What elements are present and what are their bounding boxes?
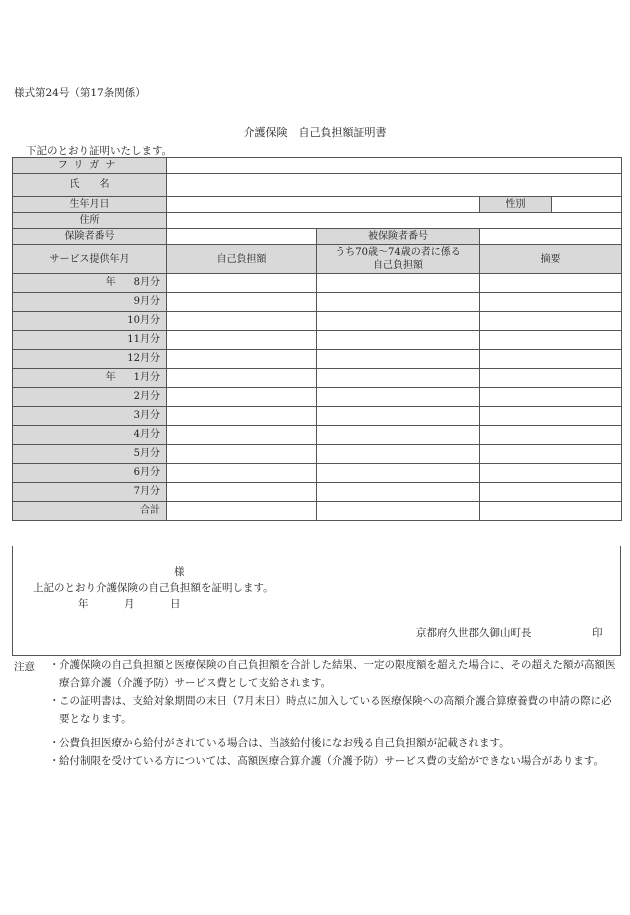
month-row — [13, 483, 622, 502]
month-row — [13, 312, 622, 331]
remarks-cell[interactable] — [480, 293, 622, 312]
copay-cell[interactable] — [167, 483, 317, 502]
month-label: 7月分 — [13, 483, 167, 502]
bullet: ・ — [49, 659, 60, 671]
copay-70-74-cell[interactable] — [317, 274, 480, 293]
date-month: 月 — [124, 598, 135, 610]
intro-text: 下記のとおり証明いたします。 — [26, 145, 173, 157]
month-label — [13, 274, 167, 293]
month-row — [13, 274, 622, 293]
address-field[interactable] — [167, 213, 622, 229]
birthdate-field[interactable] — [167, 197, 480, 213]
month-column-header: サービス提供年月 — [13, 245, 167, 274]
month-row — [13, 293, 622, 312]
copay-70-74-cell[interactable] — [317, 388, 480, 407]
document-title: 介護保険 自己負担額証明書 — [243, 126, 387, 139]
month-row — [13, 350, 622, 369]
sex-label: 性別 — [480, 197, 552, 213]
copay-cell[interactable] — [167, 464, 317, 483]
copay-cell[interactable] — [167, 312, 317, 331]
copay-70-74-cell[interactable] — [317, 407, 480, 426]
copay-70-74-cell[interactable] — [317, 445, 480, 464]
month-row — [13, 407, 622, 426]
certification-statement: 上記のとおり介護保険の自己負担額を証明します。 — [33, 582, 274, 594]
copay-cell[interactable] — [167, 407, 317, 426]
note-item: ・ 公費負担医療から給付がされている場合は、当該給付後になお残る自己負担額が記載されます。 — [49, 734, 619, 752]
insurer-number-field[interactable] — [167, 229, 317, 245]
name-label: 氏 名 — [13, 174, 167, 197]
total-label: 合計 — [13, 502, 167, 521]
bullet: ・ — [49, 695, 60, 707]
insured-number-label: 被保険者番号 — [317, 229, 480, 245]
copay-70-74-total-cell[interactable] — [317, 502, 480, 521]
furigana-label: フリガナ — [13, 158, 167, 174]
copay-cell[interactable] — [167, 426, 317, 445]
remarks-cell[interactable] — [480, 350, 622, 369]
copay-cell[interactable] — [167, 445, 317, 464]
copay-column-header: 自己負担額 — [167, 245, 317, 274]
total-row — [13, 502, 622, 521]
remarks-column-header: 摘要 — [480, 245, 622, 274]
issuer-mayor: 京都府久世郡久御山町長 — [416, 627, 532, 639]
remarks-cell[interactable] — [480, 407, 622, 426]
birthdate-label: 生年月日 — [13, 197, 167, 213]
date-line — [78, 596, 181, 611]
month-label: 10月分 — [13, 312, 167, 331]
copay-cell[interactable] — [167, 388, 317, 407]
copay-cell[interactable] — [167, 331, 317, 350]
month-label: 2月分 — [13, 388, 167, 407]
month-name: 1月分 — [133, 372, 160, 383]
month-label: 3月分 — [13, 407, 167, 426]
certificate-table — [12, 157, 622, 521]
copay-70-74-column-header — [317, 245, 480, 274]
year-marker: 年 — [105, 372, 116, 383]
address-label: 住所 — [13, 213, 167, 229]
seal-mark: 印 — [592, 627, 603, 639]
copay-cell[interactable] — [167, 293, 317, 312]
remarks-total-cell[interactable] — [480, 502, 622, 521]
copay-70-74-cell[interactable] — [317, 350, 480, 369]
month-row — [13, 369, 622, 388]
remarks-cell[interactable] — [480, 464, 622, 483]
copay-70-74-cell[interactable] — [317, 483, 480, 502]
date-year: 年 — [78, 598, 89, 610]
copay-70-74-header-line1: うち70歳〜74歳の者に係る — [335, 247, 461, 258]
copay-cell[interactable] — [167, 274, 317, 293]
copay-cell[interactable] — [167, 369, 317, 388]
copay-70-74-cell[interactable] — [317, 369, 480, 388]
copay-70-74-cell[interactable] — [317, 293, 480, 312]
copay-70-74-cell[interactable] — [317, 312, 480, 331]
month-label — [13, 369, 167, 388]
copay-70-74-header-line2: 自己負担額 — [373, 260, 423, 271]
remarks-cell[interactable] — [480, 388, 622, 407]
furigana-field[interactable] — [167, 158, 622, 174]
remarks-cell[interactable] — [480, 426, 622, 445]
remarks-cell[interactable] — [480, 483, 622, 502]
bullet: ・ — [49, 755, 60, 767]
copay-total-cell[interactable] — [167, 502, 317, 521]
remarks-cell[interactable] — [480, 274, 622, 293]
notes-label: 注意 — [14, 661, 35, 673]
insured-number-field[interactable] — [480, 229, 622, 245]
remarks-cell[interactable] — [480, 312, 622, 331]
date-day: 日 — [170, 598, 181, 610]
month-row — [13, 426, 622, 445]
month-name: 8月分 — [133, 277, 160, 288]
remarks-cell[interactable] — [480, 445, 622, 464]
month-label: 6月分 — [13, 464, 167, 483]
month-label: 5月分 — [13, 445, 167, 464]
month-label: 9月分 — [13, 293, 167, 312]
copay-70-74-cell[interactable] — [317, 426, 480, 445]
sex-field[interactable] — [552, 197, 622, 213]
bullet: ・ — [49, 737, 60, 749]
copay-70-74-cell[interactable] — [317, 331, 480, 350]
name-field[interactable] — [167, 174, 622, 197]
note-item: ・ この証明書は、支給対象期間の末日（7月末日）時点に加入している医療保険への高額介護合算療養費の申請の際に必要となります。 — [49, 692, 619, 728]
month-row — [13, 464, 622, 483]
note-item: ・ 介護保険の自己負担額と医療保険の自己負担額を合計した結果、一定の限度額を超えた場合に、その超えた額が高額医療合算介護（介護予防）サービス費として支給されます。 — [49, 656, 619, 692]
month-label: 11月分 — [13, 331, 167, 350]
year-marker: 年 — [105, 277, 116, 288]
copay-cell[interactable] — [167, 350, 317, 369]
month-row — [13, 331, 622, 350]
form-number: 様式第24号（第17条関係） — [14, 87, 146, 99]
honorific-sama: 様 — [174, 566, 185, 578]
note-item: ・ 給付制限を受けている方については、高額医療合算介護（介護予防）サービス費の支給ができない場合があります。 — [49, 752, 619, 770]
month-row — [13, 388, 622, 407]
remarks-cell[interactable] — [480, 331, 622, 350]
month-label: 4月分 — [13, 426, 167, 445]
copay-70-74-cell[interactable] — [317, 464, 480, 483]
insurer-number-label: 保険者番号 — [13, 229, 167, 245]
month-label: 12月分 — [13, 350, 167, 369]
remarks-cell[interactable] — [480, 369, 622, 388]
month-row — [13, 445, 622, 464]
